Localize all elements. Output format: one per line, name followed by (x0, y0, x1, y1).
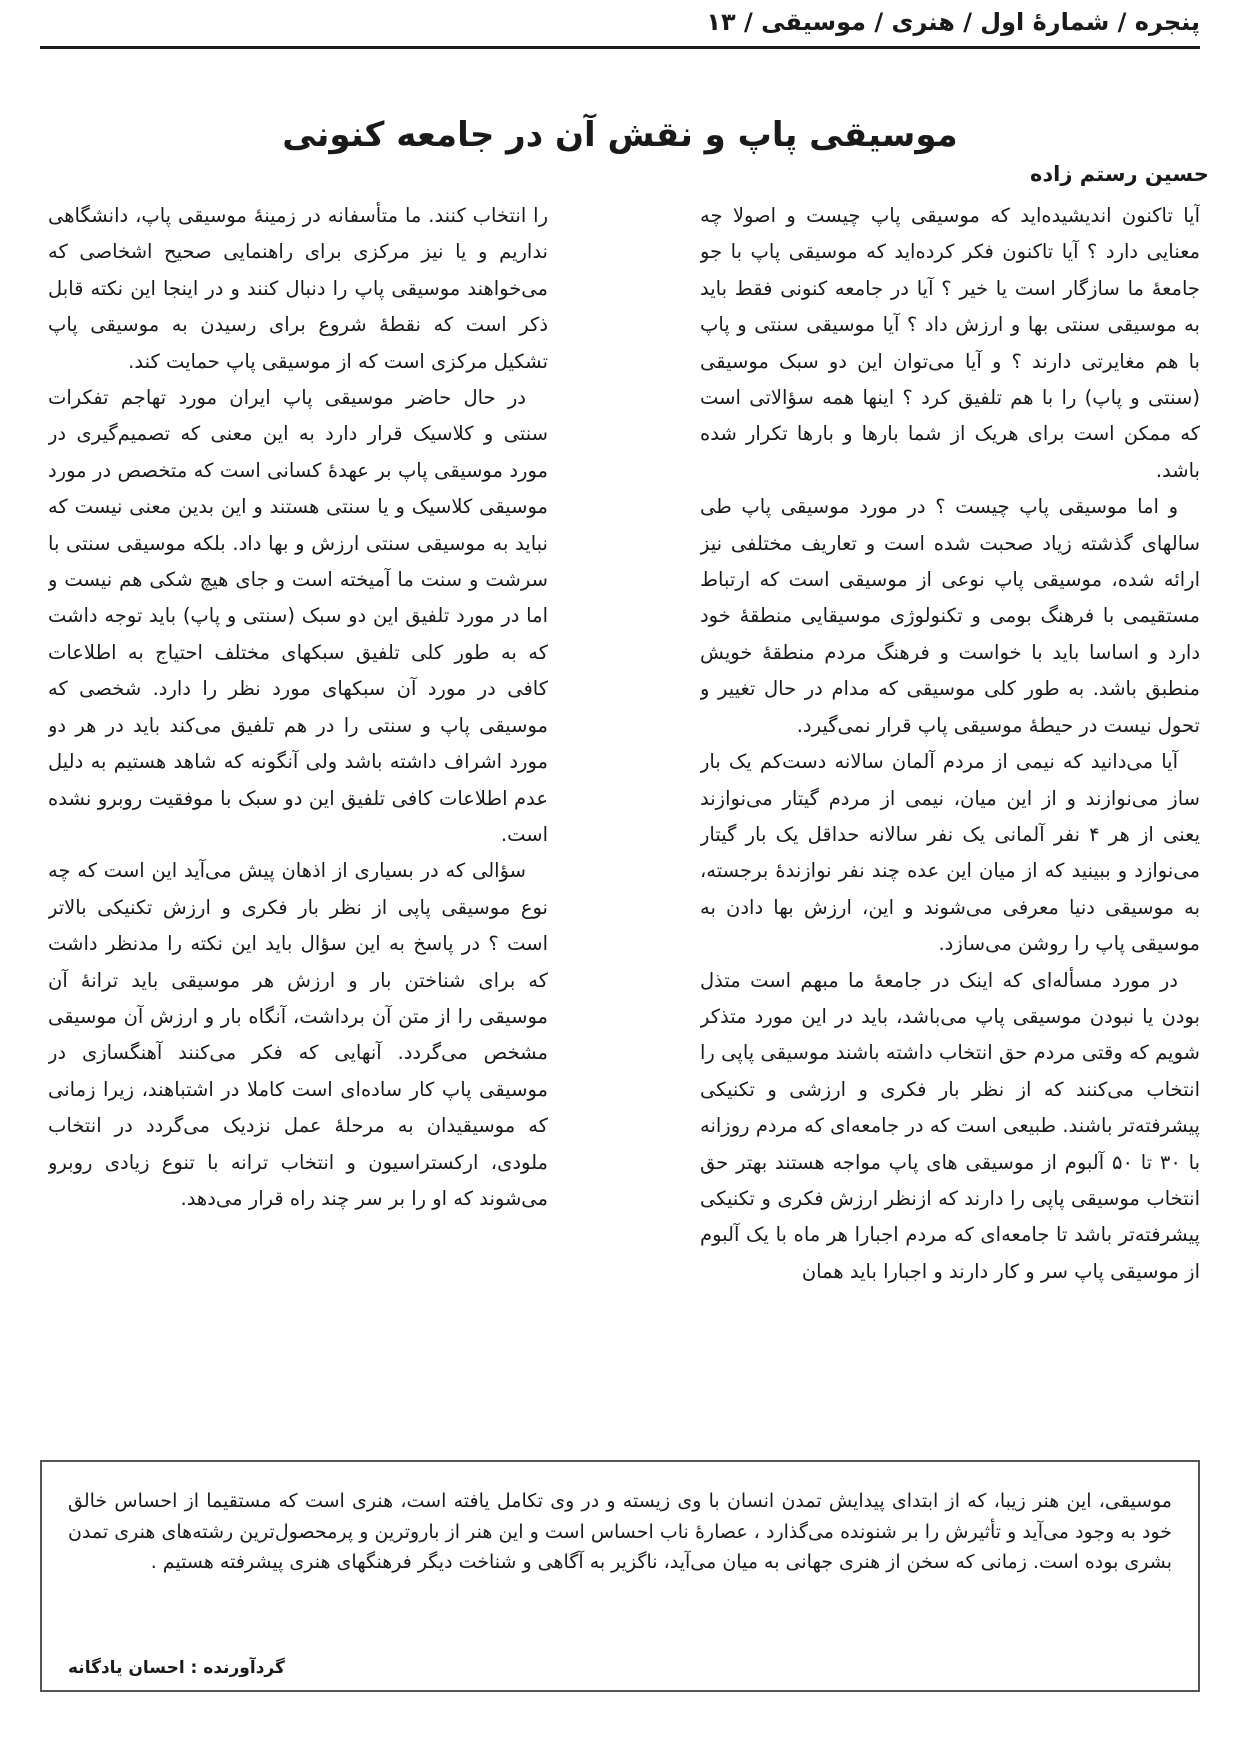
article-body (40, 198, 1200, 1418)
author-name: حسین رستم زاده (1030, 162, 1209, 186)
paragraph: را انتخاب کنند. ما متأسفانه در زمینهٔ موسیقی پاپ، دانشگاهی نداریم و یا نیز مرکزی برای راهنمایی صحیح اشخاصی که می‌خواهند موسیقی پاپ را دنبال کنند و در اینجا این نکته قابل ذکر است که نقطهٔ شروع برای رسیدن به موسیقی پاپ تشکیل مرکزی است که از موسیقی پاپ حمایت کند. (48, 204, 548, 373)
column-right (700, 198, 1200, 1418)
paragraph: آیا می‌دانید که نیمی از مردم آلمان سالانه دست‌کم یک بار ساز می‌نوازند و از این میان، نیمی از مردم گیتار می‌نوازند یعنی از هر ۴ نفر آلمانی یک نفر سالانه حداقل یک بار گیتار می‌نوازد و ببینید که از میان این عده چند نفر نوازندهٔ برجسته، به موسیقی دنیا معرفی می‌شوند و این، ارزش بها دادن به موسیقی پاپ را روشن می‌سازد. (700, 750, 1200, 956)
paragraph: سؤالی که در بسیاری از اذهان پیش می‌آید این است که چه نوع موسیقی پاپی از نظر بار فکری و ارزش تکنیکی بالاتر است ؟ در پاسخ به این سؤال باید این نکته را مدنظر داشت که برای شناختن بار و ارزش هر موسیقی باید ترانهٔ آن موسیقی را از متن آن برداشت، آنگاه بار و ارزش آن موسیقی مشخص می‌گردد. آنهایی که فکر می‌کنند آهنگسازی در موسیقی پاپ کار ساده‌ای است کاملا در اشتباهند، زیرا زمانی که موسیقیدان به مرحلهٔ عمل نزدیک می‌گردد در انتخاب ملودی، ارکستراسیون و انتخاب ترانه با تنوع زیادی روبرو می‌شوند که او را بر سر چند راه قرار می‌دهد. (48, 859, 548, 1210)
paragraph: در حال حاضر موسیقی پاپ ایران مورد تهاجم تفکرات سنتی و کلاسیک قرار دارد به این معنی که تصمیم‌گیری در مورد موسیقی پاپ بر عهدهٔ کسانی است که متخصص در مورد موسیقی کلاسیک و یا سنتی هستند و این بدین معنی نیست که نباید به موسیقی سنتی ارزش و بها داد. بلکه موسیقی سنتی با سرشت و سنت ما آمیخته است و جای هیچ شکی هم نیست و اما در مورد تلفیق این دو سبک (سنتی و پاپ) باید توجه داشت که به طور کلی تلفیق سبکهای مختلف احتیاج به اطلاعات کافی در مورد آن سبکهای مورد نظر را دارد. شخصی که موسیقی پاپ و سنتی را در هم تلفیق می‌کند باید در هر دو مورد اشراف داشته باشد ولی آنگونه که شاهد هستیم به دلیل عدم اطلاعات کافی تلفیق این دو سبک با موفقیت روبرو نشده است. (48, 386, 548, 846)
running-header (40, 6, 1200, 49)
sidebar-box (40, 1460, 1200, 1692)
header-text: پنجره / شمارهٔ اول / هنری / موسیقی / ۱۳ (706, 8, 1200, 36)
paragraph: و اما موسیقی پاپ چیست ؟ در مورد موسیقی پاپ طی سالهای گذشته زیاد صحبت شده است و تعاریف مختلفی نیز ارائه شده، موسیقی پاپ نوعی از موسیقی است که ارتباط مستقیمی با فرهنگ بومی و تکنولوژی موسیقایی منطقهٔ خود دارد و اساسا باید با خواست و فرهنگ مردم منطقهٔ خویش منطبق باشد. به طور کلی موسیقی که مدام در حال تغییر و تحول نیست در حیطهٔ موسیقی پاپ قرار نمی‌گیرد. (700, 495, 1200, 737)
sidebar-credit: گردآورنده : احسان یادگانه (68, 1658, 285, 1678)
article-title: موسیقی پاپ و نقش آن در جامعه کنونی (282, 115, 958, 155)
paragraph: در مورد مسأله‌ای که اینک در جامعهٔ ما مبهم است متذل بودن یا نبودن موسیقی پاپ می‌باشد، باید در این مورد متذکر شویم که وقتی مردم حق انتخاب داشته باشند موسیقی پاپی را انتخاب می‌کنند که از نظر بار فکری و ارزشی و تکنیکی پیشرفته‌تر باشند. طبیعی است که در جامعه‌ای که مردم روزانه با ۳۰ تا ۵۰ آلبوم از موسیقی های پاپ مواجه هستند بهتر حق انتخاب موسیقی پاپی را دارند که ازنظر ارزش فکری و تکنیکی پیشرفته‌تر باشد تا جامعه‌ای که مردم اجبارا هر ماه با یک آلبوم از موسیقی پاپ سر و کار دارند و اجبارا باید همان (700, 968, 1200, 1283)
paragraph: آیا تاکنون اندیشیده‌اید که موسیقی پاپ چیست و اصولا چه معنایی دارد ؟ آیا تاکنون فکر کرده‌اید که موسیقی پاپ با جو جامعهٔ ما سازگار است یا خیر ؟ آیا در جامعه کنونی فقط باید به موسیقی سنتی بها و ارزش داد ؟ آیا موسیقی سنتی و پاپ با هم مغایرتی دارند ؟ و آیا می‌توان این دو سبک موسیقی (سنتی و پاپ) را با هم تلفیق کرد ؟ اینها همه سؤالاتی است که ممکن است برای هریک از شما بارها و بارها تکرار شده باشد. (700, 204, 1200, 482)
sidebar-text: موسیقی، این هنر زیبا، که از ابتدای پیدایش تمدن انسان با وی زیسته و در وی تکامل یافته است، هنری است که مستقیما از احساس خالق خود به وجود می‌آید و تأثیرش را بر شنونده می‌گذارد ، عصارهٔ ناب احساس است و این هنر از باروترین و پرمحصول‌ترین رشته‌های هنری تمدن بشری بوده است. زمانی که سخن از هنری جهانی به میان می‌آید، ناگزیر به آگاهی و شناخت دیگر فرهنگهای هنری پیشرفته هستیم . (68, 1490, 1172, 1574)
column-left (48, 198, 548, 1418)
